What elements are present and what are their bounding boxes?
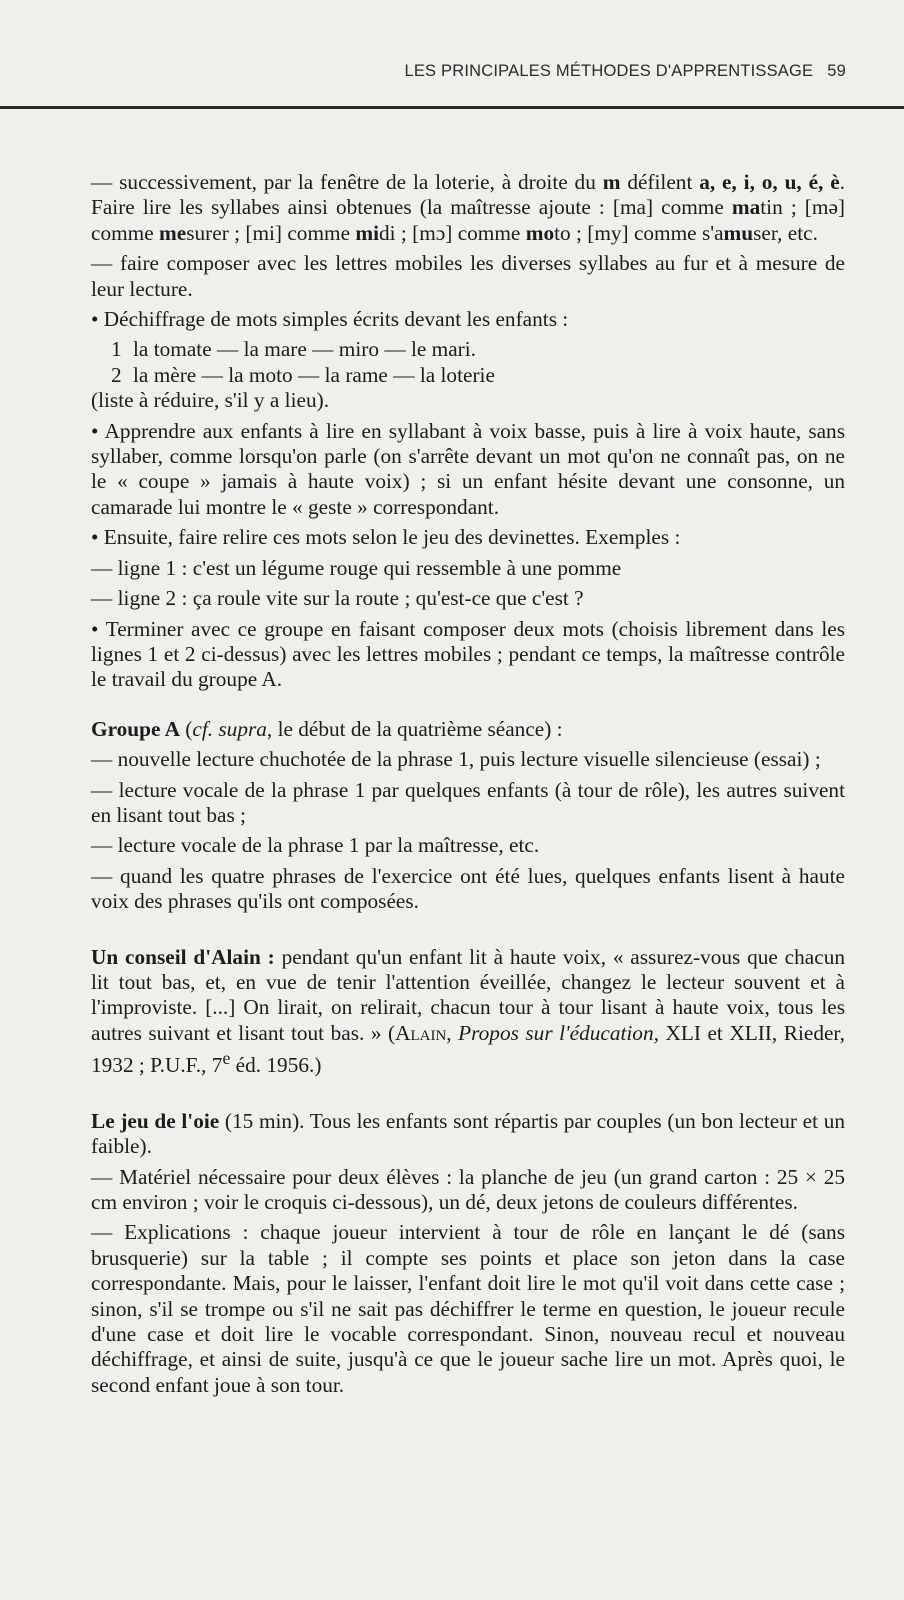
paragraph-compose: — faire composer avec les lettres mobiles les diverses syllabes au fur et à mesure de leur lecture. (91, 251, 845, 301)
paragraph-list-note: (liste à réduire, s'il y a lieu). (91, 388, 330, 413)
riddle-line-2: — ligne 2 : ça roule vite sur la route ; qu'est-ce que c'est ? (91, 586, 584, 611)
groupe-a-heading: Groupe A (cf. supra, le début de la quatrième séance) : (91, 716, 563, 741)
jeu-de-loie-intro: Le jeu de l'oie (15 min). Tous les enfants sont répartis par couples (un bon lecteur et un faible). (91, 1108, 845, 1159)
groupe-a-step-3: — lecture vocale de la phrase 1 par la maîtresse, etc. (91, 833, 540, 858)
groupe-a-step-1: — nouvelle lecture chuchotée de la phrase 1, puis lecture visuelle silencieuse (essai) ; (91, 747, 821, 772)
paragraph-syllabation: • Apprendre aux enfants à lire en syllabant à voix basse, puis à lire à voix haute, sans syllaber, comme lorsqu'on parle (on s'arrête devant un mot qu'on ne connaît pas, on ne le « coupe » jamais à haute voix) ; si un enfant hésite devant une consonne, un camarade lui montre le « geste » correspondant. (91, 418, 845, 519)
page-body (91, 170, 845, 1403)
jeu-de-loie-explications: — Explications : chaque joueur intervient à tour de rôle en lançant le dé (sans brusquerie) sur la table ; il compte ses points et place son jeton dans la case correspondante. Mais, pour le laisser, l'enfant doit lire le mot qu'il voit dans cette case ; sinon, s'il se trompe ou s'il ne sait pas déchiffrer le terme en question, le joueur recule d'une case et doit lire le vocable correspondant. Sinon, nouveau recul et nouveau déchiffrage, et ainsi de suite, jusqu'à ce que le joueur sache lire un mot. Après quoi, le second enfant joue à son tour. (91, 1220, 845, 1397)
header-rule (0, 106, 904, 109)
jeu-de-loie-materiel: — Matériel nécessaire pour deux élèves : la planche de jeu (un grand carton : 25 × 25 cm environ ; voir le croquis ci-dessous), un dé, deux jetons de couleurs différentes. (91, 1164, 845, 1214)
paragraph-syllables: — successivement, par la fenêtre de la loterie, à droite du m défilent a, e, i, o, u, é, è. Faire lire les syllabes ainsi obtenues (la maîtresse ajoute : [ma] comme matin ; [mə] comme mesurer ; [mi] comme midi ; [mɔ] comme moto ; [my] comme s'amuser, etc. (91, 170, 846, 245)
alain-advice: Un conseil d'Alain : pendant qu'un enfant lit à haute voix, « assurez-vous que chacun lit tout bas, et, en vue de tenir l'attention éveillée, changez le lecteur souvent et à l'improviste. [...] On lirait, on relirait, chacun tour à tour lisant à haute voix, tous les autres suivant et lisant tout bas. » (Alain, Propos sur l'éducation, XLI et XLII, Rieder, 1932 ; P.U.F., 7e éd. 1956.) (91, 944, 845, 1078)
groupe-a-step-2: — lecture vocale de la phrase 1 par quelques enfants (à tour de rôle), les autres suivent en lisant tout bas ; (91, 777, 845, 827)
header-title (404, 62, 846, 81)
paragraph-riddles: • Ensuite, faire relire ces mots selon le jeu des devinettes. Exemples : (91, 525, 681, 550)
word-line-1: 1 la tomate — la mare — miro — le mari. (111, 337, 477, 362)
riddle-line-1: — ligne 1 : c'est un légume rouge qui ressemble à une pomme (91, 555, 622, 580)
word-line-2: 2 la mère — la moto — la rame — la loterie (111, 362, 495, 387)
paragraph-decipher: • Déchiffrage de mots simples écrits devant les enfants : (91, 307, 569, 332)
paragraph-finish: • Terminer avec ce groupe en faisant composer deux mots (choisis librement dans les lignes 1 et 2 ci-dessus) avec les lettres mobiles ; pendant ce temps, la maîtresse contrôle le travail du groupe A. (91, 616, 845, 692)
page-number: 59 (827, 62, 846, 80)
groupe-a-step-4: — quand les quatre phrases de l'exercice ont été lues, quelques enfants lisent à haute voix des phrases qu'ils ont composées. (91, 863, 845, 914)
chapter-title: LES PRINCIPALES MÉTHODES D'APPRENTISSAGE (404, 62, 814, 80)
running-header (0, 62, 904, 92)
